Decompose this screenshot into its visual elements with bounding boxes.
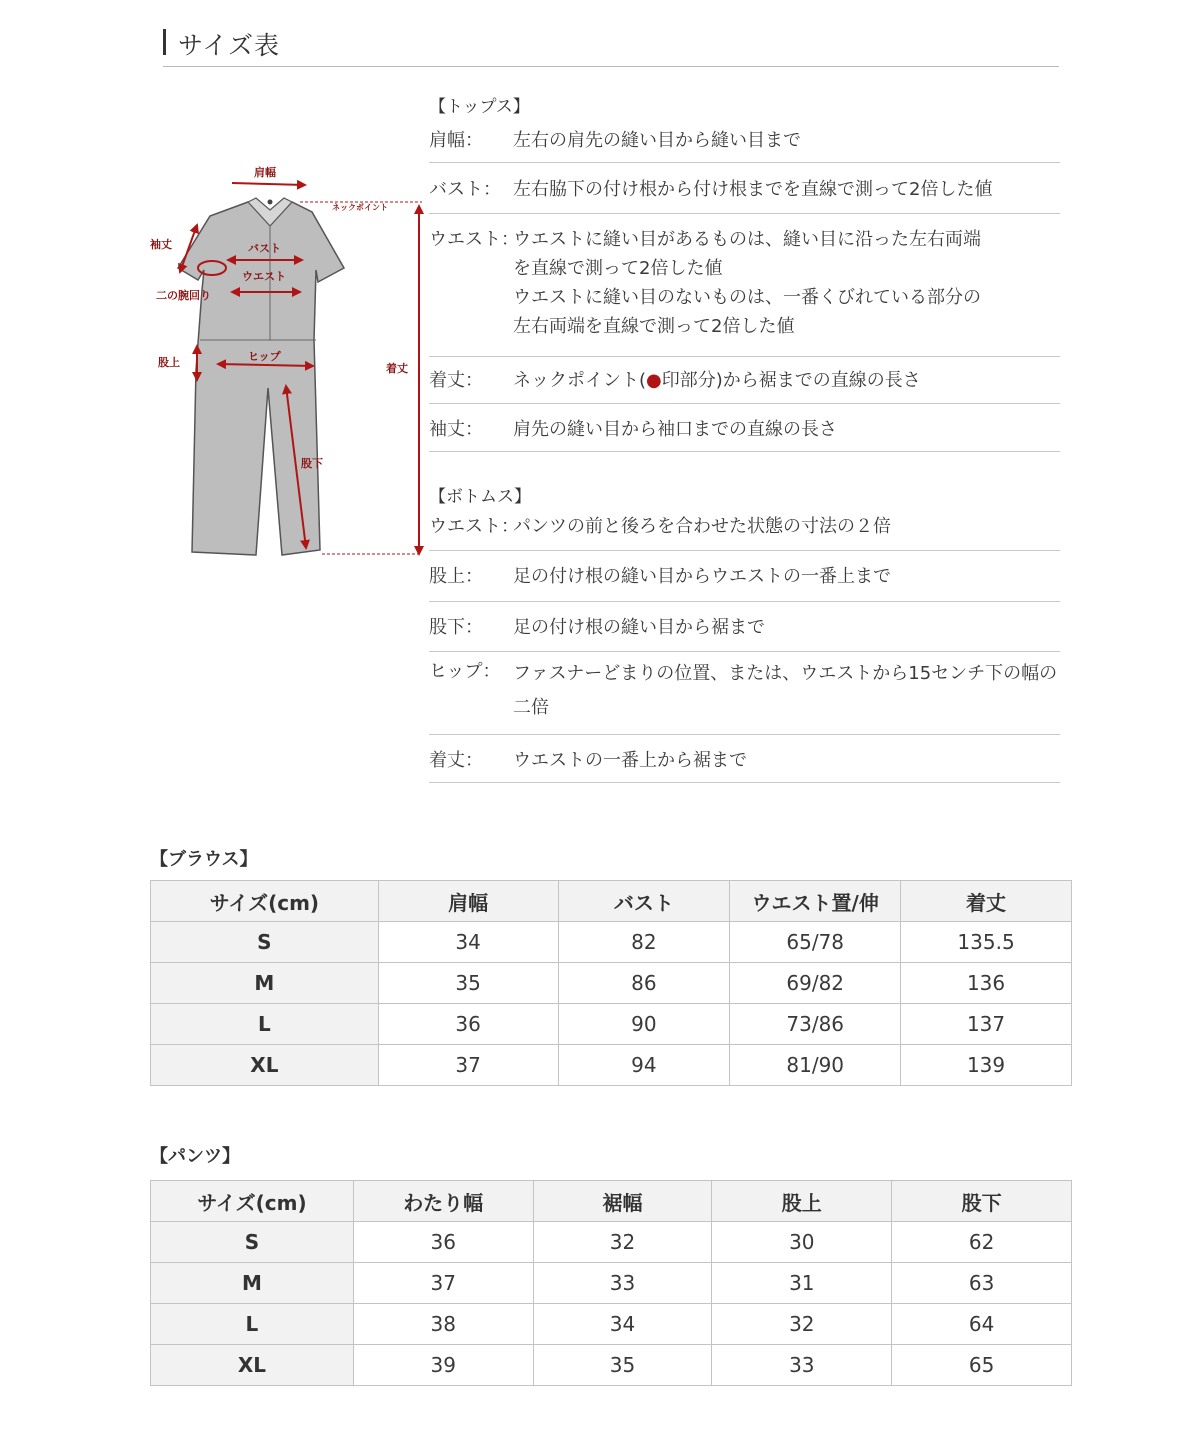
def-desc: ウエストに縫い目があるものは、縫い目に沿った左右両端 を直線で測って2倍した値 ウエストに縫い目のないものは、一番くびれている部分の 左右両端を直線で測って2倍した値 [513, 229, 981, 337]
value-cell: 34 [378, 922, 558, 963]
label-rise: 股上 [158, 356, 180, 369]
def-desc: 肩先の縫い目から袖口までの直線の長さ [513, 419, 837, 440]
table-row [151, 922, 1072, 963]
def-term: ウエスト： [429, 516, 519, 537]
def-desc: 足の付け根の縫い目から裾まで [513, 617, 765, 638]
def-term: ウエスト： [429, 229, 519, 250]
bottoms-heading: 【ボトムス】 [429, 487, 531, 507]
table-header-row [151, 1181, 1072, 1222]
tops-def-waist [429, 213, 1060, 357]
value-cell: 139 [901, 1045, 1072, 1086]
value-cell: 136 [901, 963, 1072, 1004]
title-accent-bar [163, 29, 166, 55]
table-row [151, 1004, 1072, 1045]
header-cell: 裾幅 [533, 1181, 712, 1222]
header-cell: ウエスト置/伸 [730, 881, 901, 922]
tops-heading: 【トップス】 [429, 97, 530, 117]
header-cell: サイズ(cm) [151, 1181, 354, 1222]
header-cell: 股下 [892, 1181, 1072, 1222]
header-cell: 着丈 [901, 881, 1072, 922]
size-cell: M [151, 963, 379, 1004]
size-cell: XL [151, 1045, 379, 1086]
bottoms-def-length [429, 734, 1060, 783]
value-cell: 73/86 [730, 1004, 901, 1045]
measurement-illustration [140, 150, 430, 570]
size-cell: L [151, 1304, 354, 1345]
def-desc: 足の付け根の縫い目からウエストの一番上まで [513, 566, 891, 587]
size-cell: XL [151, 1345, 354, 1386]
header-cell: バスト [558, 881, 730, 922]
header-cell: 股上 [712, 1181, 892, 1222]
value-cell: 37 [378, 1045, 558, 1086]
blouse-size-table [150, 880, 1072, 1086]
label-upper-arm: 二の腕回り [156, 289, 211, 302]
value-cell: 34 [533, 1304, 712, 1345]
size-cell: S [151, 1222, 354, 1263]
value-cell: 135.5 [901, 922, 1072, 963]
page-header [163, 24, 1059, 67]
def-term: バスト： [429, 179, 501, 200]
table-row [151, 1263, 1072, 1304]
label-neck-point: ネックポイント [332, 203, 388, 212]
header-cell: 肩幅 [378, 881, 558, 922]
label-sleeve: 袖丈 [150, 238, 172, 251]
label-shoulder: 肩幅 [254, 166, 276, 179]
tops-def-length [429, 356, 1060, 404]
header-cell: サイズ(cm) [151, 881, 379, 922]
table-row [151, 1045, 1072, 1086]
def-desc: ネックポイント(●印部分)から裾までの直線の長さ [513, 370, 921, 391]
def-desc: ファスナーどまりの位置、または、ウエストから15センチ下の幅の 二倍 [513, 663, 1058, 718]
value-cell: 94 [558, 1045, 730, 1086]
value-cell: 65 [892, 1345, 1072, 1386]
value-cell: 33 [533, 1263, 712, 1304]
label-length: 着丈 [386, 362, 408, 375]
table-row [151, 963, 1072, 1004]
def-term: 肩幅： [429, 130, 483, 151]
def-term: 袖丈： [429, 419, 483, 440]
pants-size-table [150, 1180, 1072, 1386]
bottoms-def-waist [429, 510, 1060, 551]
label-bust: バスト [248, 242, 281, 255]
tops-def-shoulder [429, 122, 1060, 163]
value-cell: 38 [353, 1304, 533, 1345]
value-cell: 137 [901, 1004, 1072, 1045]
table-row [151, 1345, 1072, 1386]
tops-def-bust [429, 162, 1060, 214]
size-cell: S [151, 922, 379, 963]
value-cell: 36 [378, 1004, 558, 1045]
value-cell: 37 [353, 1263, 533, 1304]
neck-point-dot-icon: ● [646, 370, 662, 391]
pants-table-heading: 【パンツ】 [150, 1146, 240, 1167]
table-row [151, 1222, 1072, 1263]
def-desc: 左右脇下の付け根から付け根までを直線で測って2倍した値 [513, 179, 993, 200]
def-term: 股下： [429, 617, 483, 638]
value-cell: 33 [712, 1345, 892, 1386]
bottoms-def-inseam [429, 601, 1060, 652]
page-title: サイズ表 [178, 31, 281, 60]
blouse-table-heading: 【ブラウス】 [150, 849, 258, 870]
value-cell: 62 [892, 1222, 1072, 1263]
bottoms-def-rise [429, 550, 1060, 602]
tops-def-sleeve [429, 403, 1060, 452]
def-desc: 左右の肩先の縫い目から縫い目まで [513, 130, 801, 151]
value-cell: 32 [712, 1304, 892, 1345]
label-hip: ヒップ [248, 350, 281, 363]
value-cell: 90 [558, 1004, 730, 1045]
table-row [151, 1304, 1072, 1345]
value-cell: 35 [533, 1345, 712, 1386]
def-term: 股上： [429, 566, 483, 587]
value-cell: 63 [892, 1263, 1072, 1304]
def-term: ヒップ： [429, 661, 501, 682]
value-cell: 65/78 [730, 922, 901, 963]
def-term: 着丈： [429, 370, 483, 391]
value-cell: 64 [892, 1304, 1072, 1345]
size-cell: M [151, 1263, 354, 1304]
size-cell: L [151, 1004, 379, 1045]
value-cell: 35 [378, 963, 558, 1004]
value-cell: 81/90 [730, 1045, 901, 1086]
value-cell: 82 [558, 922, 730, 963]
value-cell: 30 [712, 1222, 892, 1263]
value-cell: 86 [558, 963, 730, 1004]
table-header-row [151, 881, 1072, 922]
value-cell: 32 [533, 1222, 712, 1263]
label-inseam: 股下 [301, 457, 323, 470]
header-cell: わたり幅 [353, 1181, 533, 1222]
def-desc: ウエストの一番上から裾まで [513, 750, 747, 771]
value-cell: 69/82 [730, 963, 901, 1004]
bottoms-def-hip [429, 651, 1060, 735]
def-term: 着丈： [429, 750, 483, 771]
value-cell: 36 [353, 1222, 533, 1263]
label-waist: ウエスト [242, 270, 286, 283]
shoulder-arrow [232, 183, 305, 185]
value-cell: 31 [712, 1263, 892, 1304]
def-desc: パンツの前と後ろを合わせた状態の寸法の２倍 [513, 516, 891, 537]
value-cell: 39 [353, 1345, 533, 1386]
